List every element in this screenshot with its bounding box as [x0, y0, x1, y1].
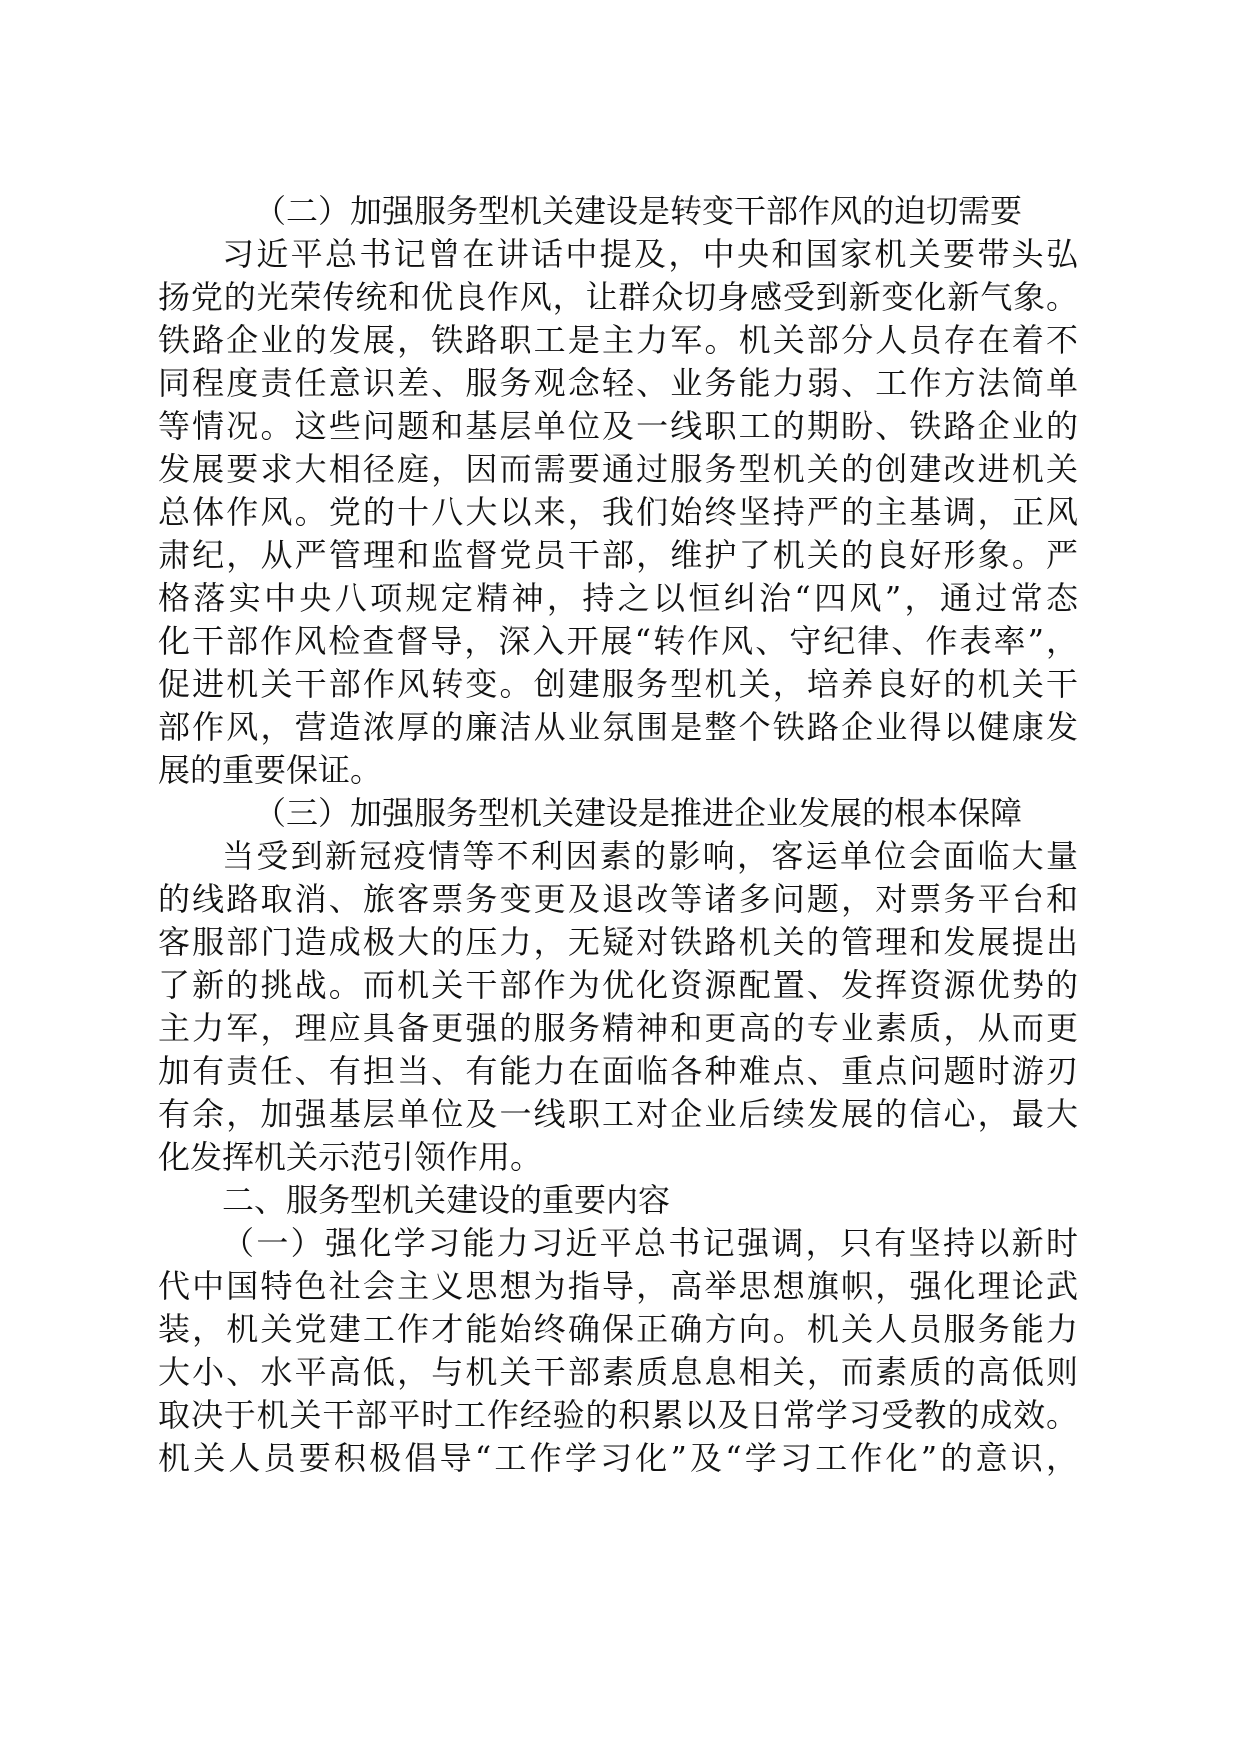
paragraph-line: 发展要求大相径庭，因而需要通过服务型机关的创建改进机关 — [158, 450, 1078, 488]
paragraph-line: 取决于机关干部平时工作经验的积累以及日常学习受教的成效。 — [158, 1396, 1078, 1434]
paragraph-line-last: 化发挥机关示范引领作用。 — [158, 1138, 543, 1176]
paragraph-line: 部作风，营造浓厚的廉洁从业氛围是整个铁路企业得以健康发 — [158, 708, 1078, 746]
paragraph-line: 等情况。这些问题和基层单位及一线职工的期盼、铁路企业的 — [158, 407, 1078, 445]
section-heading-3: （三）加强服务型机关建设是推进企业发展的根本保障 — [254, 794, 1023, 832]
paragraph-line-last: 展的重要保证。 — [158, 751, 383, 789]
paragraph-line: 总体作风。党的十八大以来，我们始终坚持严的主基调，正风 — [158, 493, 1078, 531]
paragraph-line: 促进机关干部作风转变。创建服务型机关，培养良好的机关干 — [158, 665, 1078, 703]
paragraph-line: 机关人员要积极倡导“工作学习化”及“学习工作化”的意识， — [158, 1439, 1078, 1477]
paragraph-line: 铁路企业的发展，铁路职工是主力军。机关部分人员存在着不 — [158, 321, 1078, 359]
paragraph-line: 化干部作风检查督导，深入开展“转作风、守纪律、作表率”， — [158, 622, 1078, 660]
paragraph-line: 主力军，理应具备更强的服务精神和更高的专业素质，从而更 — [158, 1009, 1078, 1047]
paragraph-line: 大小、水平高低，与机关干部素质息息相关，而素质的高低则 — [158, 1353, 1078, 1391]
paragraph-line: 扬党的光荣传统和优良作风，让群众切身感受到新变化新气象。 — [158, 278, 1078, 316]
paragraph-line: 同程度责任意识差、服务观念轻、业务能力弱、工作方法简单 — [158, 364, 1078, 402]
paragraph-line: 加有责任、有担当、有能力在面临各种难点、重点问题时游刃 — [158, 1052, 1078, 1090]
paragraph-line: 肃纪，从严管理和监督党员干部，维护了机关的良好形象。严 — [158, 536, 1078, 574]
paragraph-line: 格落实中央八项规定精神，持之以恒纠治“四风”，通过常态 — [158, 579, 1078, 617]
paragraph-line: 装，机关党建工作才能始终确保正确方向。机关人员服务能力 — [158, 1310, 1078, 1348]
paragraph-line: 有余，加强基层单位及一线职工对企业后续发展的信心，最大 — [158, 1095, 1078, 1133]
paragraph-line: 的线路取消、旅客票务变更及退改等诸多问题，对票务平台和 — [158, 880, 1078, 918]
section-heading-2: （二）加强服务型机关建设是转变干部作风的迫切需要 — [254, 192, 1023, 230]
paragraph-line: 当受到新冠疫情等不利因素的影响，客运单位会面临大量 — [222, 837, 1078, 875]
paragraph-line: 了新的挑战。而机关干部作为优化资源配置、发挥资源优势的 — [158, 966, 1078, 1004]
chapter-heading: 二、服务型机关建设的重要内容 — [222, 1181, 671, 1219]
paragraph-line: 习近平总书记曾在讲话中提及，中央和国家机关要带头弘 — [222, 235, 1078, 273]
document-body — [158, 190, 1078, 1480]
paragraph-line: 客服部门造成极大的压力，无疑对铁路机关的管理和发展提出 — [158, 923, 1078, 961]
paragraph-line: 代中国特色社会主义思想为指导，高举思想旗帜，强化理论武 — [158, 1267, 1078, 1305]
paragraph-line: （一）强化学习能力习近平总书记强调，只有坚持以新时 — [222, 1224, 1078, 1262]
